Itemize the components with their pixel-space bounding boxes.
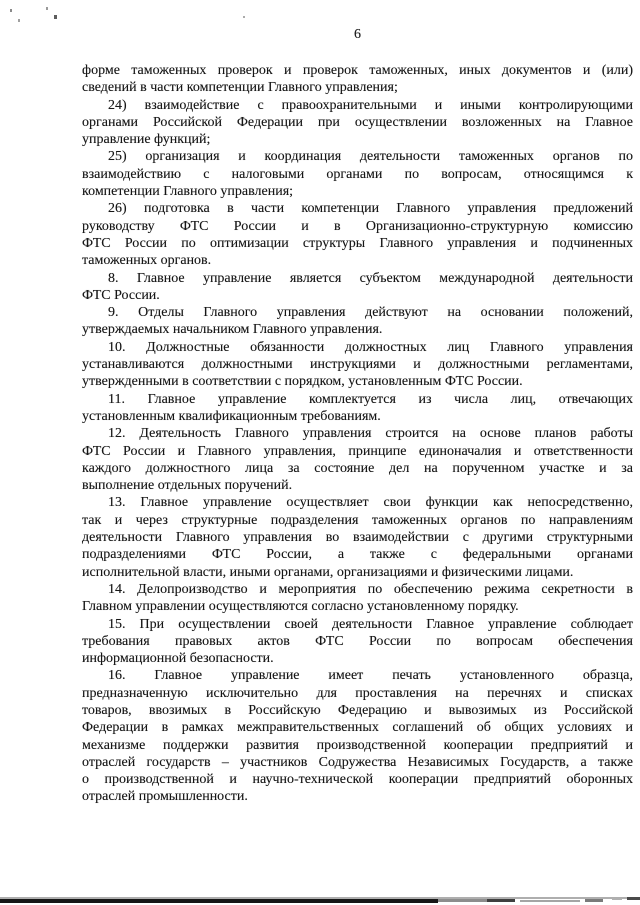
text-line: Федерации в рамках межправительственных соглашений об общих условиях и	[82, 720, 633, 736]
text-line: предназначенную исключительно для проставления на перечнях и списках	[82, 685, 633, 701]
text-line: таможенных органов.	[82, 253, 212, 269]
text-line: форме таможенных проверок и проверок таможенных, иных документов и (или)	[82, 63, 633, 78]
text-line: ФТС России по оптимизации структуры Главного управления и подчиненных	[82, 235, 633, 251]
scan-artifact-bar-segment	[627, 897, 640, 900]
scan-speck	[54, 15, 57, 19]
text-line: 14. Делопроизводство и мероприятия по обеспечению режима секретности в	[108, 581, 633, 597]
text-line: 10. Должностные обязанности должностных лиц Главного управления	[108, 339, 633, 355]
text-line: Главном управлении осуществляются согласно установленному порядку.	[82, 599, 519, 615]
scan-speck	[46, 7, 48, 10]
text-line: сведений в части компетенции Главного управления;	[82, 80, 398, 96]
text-line: отраслей промышленности.	[82, 789, 248, 805]
text-line: утвержденными в соответствии с порядком, установленным ФТС России.	[82, 374, 523, 390]
paragraph	[82, 200, 633, 269]
paragraph	[82, 304, 633, 339]
scan-speck	[18, 19, 20, 22]
page-number: 6	[354, 27, 361, 42]
paragraph	[82, 425, 633, 494]
text-line: 15. При осуществлении своей деятельности Главное управление соблюдает	[108, 616, 633, 632]
scan-artifact-bar-segment	[487, 899, 515, 903]
text-line: 11. Главное управление комплектуется из числа лиц, отвечающих	[108, 391, 633, 407]
text-line: механизме поддержки развития производственной кооперации предприятий и	[82, 737, 633, 753]
text-line: ФТС России и Главного управления, принципе единоначалия и ответственности	[82, 443, 633, 459]
text-line: взаимодействию с налоговыми органами по вопросам, относящимся к	[82, 166, 633, 182]
paragraph	[82, 494, 633, 580]
paragraph	[82, 339, 633, 391]
paragraph	[82, 148, 633, 200]
text-line: управление функций;	[82, 132, 211, 148]
text-line: 16. Главное управление имеет печать установленного образца,	[108, 668, 633, 684]
text-line: исполнительной власти, иными органами, организациями и физическими лицами.	[82, 564, 574, 580]
text-line: установленным квалификационным требованиям.	[82, 408, 381, 424]
text-line: товаров, ввозимых в Российскую Федерацию и вывозимых из Российской	[82, 702, 633, 718]
paragraph	[82, 270, 633, 305]
paragraph	[82, 62, 633, 97]
scan-speck	[243, 16, 245, 18]
document-body	[82, 62, 633, 806]
paragraph	[82, 616, 633, 668]
text-line: 25) организация и координация деятельности таможенных органов по	[108, 149, 633, 165]
paragraph	[82, 667, 633, 805]
text-line: каждого должностного лица за состояние дел на порученном участке и за	[82, 460, 633, 476]
text-line: 9. Отделы Главного управления действуют на основании положений,	[108, 305, 633, 321]
text-line: 8. Главное управление является субъектом международной деятельности	[108, 270, 633, 286]
text-line: 26) подготовка в части компетенции Главного управления предложений	[108, 201, 633, 217]
text-line: о производственной и научно-технической кооперации предприятий оборонных	[82, 772, 633, 788]
text-line: выполнение отдельных поручений.	[82, 478, 293, 494]
scan-artifact-bar	[0, 899, 438, 904]
scan-speck	[10, 9, 12, 12]
text-line: компетенции Главного управления;	[82, 184, 294, 200]
paragraph	[82, 581, 633, 616]
text-line: деятельности Главного управления во взаимодействии с другими структурными	[82, 530, 633, 546]
paragraph	[82, 97, 633, 149]
paragraph	[82, 391, 633, 426]
text-line: информационной безопасности.	[82, 651, 274, 667]
text-line: так и через структурные подразделения таможенных органов по направлениям	[82, 512, 633, 528]
text-line: руководству ФТС России и в Организационно-структурную комиссию	[82, 218, 633, 234]
text-line: отраслей государств – участников Содружества Независимых Государств, а также	[82, 754, 633, 770]
text-line: органами Российской Федерации при осуществлении возложенных на Главное	[82, 114, 633, 130]
text-line: подразделениями ФТС России, а также с федеральными органами	[82, 547, 633, 563]
text-line: 24) взаимодействие с правоохранительными и иными контролирующими	[108, 97, 633, 113]
scan-artifact-bar-segment	[585, 899, 603, 902]
text-line: 13. Главное управление осуществляет свои функции как непосредственно,	[108, 495, 633, 511]
text-line: требования правовых актов ФТС России по вопросам обеспечения	[82, 633, 633, 649]
text-line: ФТС России.	[82, 287, 160, 303]
text-line: 12. Деятельность Главного управления строится на основе планов работы	[108, 426, 633, 442]
scan-artifact-bar-segment	[520, 900, 580, 902]
scan-artifact-bar-segment	[612, 898, 622, 900]
text-line: утверждаемых начальником Главного управления.	[82, 322, 383, 338]
text-line: устанавливаются должностными инструкциями и должностными регламентами,	[82, 357, 633, 373]
